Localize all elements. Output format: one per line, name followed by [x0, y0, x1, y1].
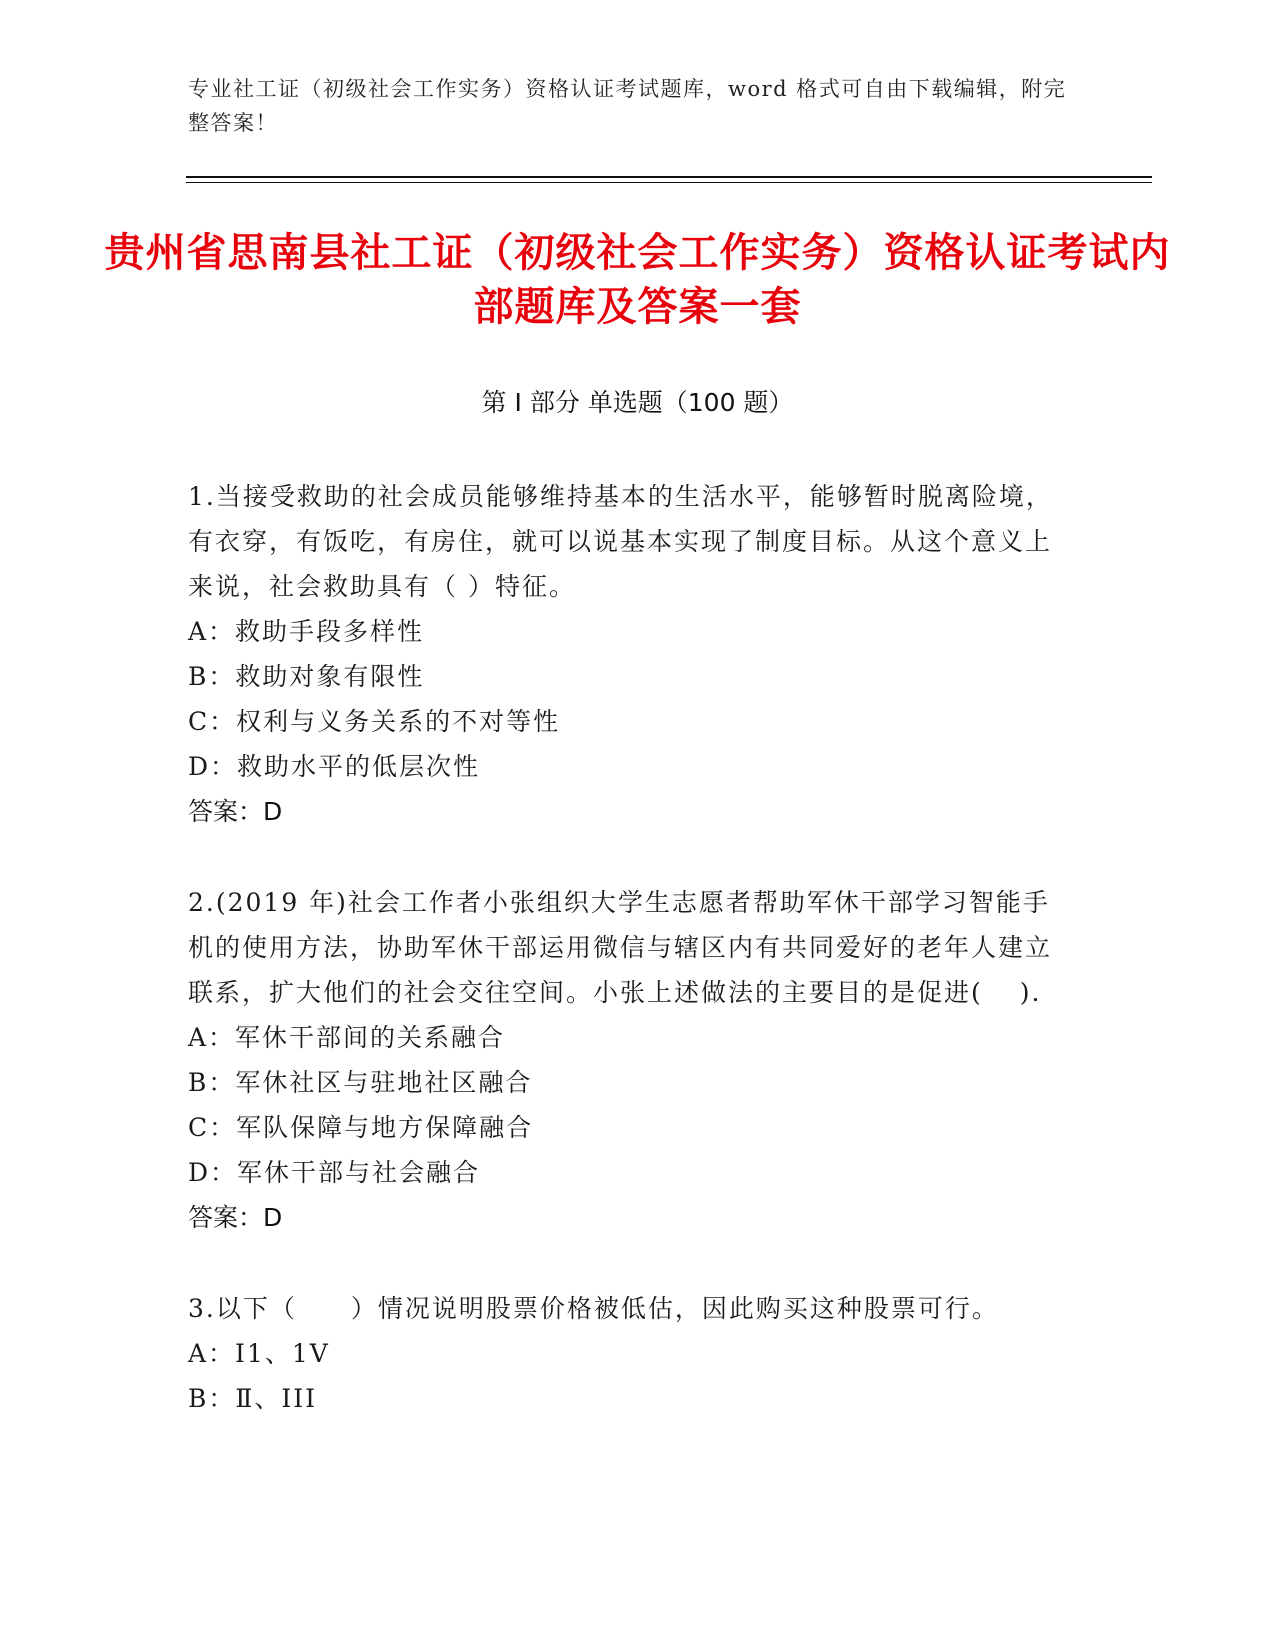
question-item — [188, 880, 1068, 1240]
option-a: A：军休干部间的关系融合 — [188, 1023, 506, 1052]
option-a: A：救助手段多样性 — [188, 617, 425, 646]
question-stem: 3.以下（ ）情况说明股票价格被低估，因此购买这种股票可行。 — [188, 1294, 999, 1323]
option-c: C：军队保障与地方保障融合 — [188, 1113, 534, 1142]
question-item — [188, 1286, 1068, 1421]
question-stem: 1.当接受救助的社会成员能够维持基本的生活水平，能够暂时脱离险境，有衣穿，有饭吃，有房住，就可以说基本实现了制度目标。从这个意义上来说，社会救助具有（ ）特征。 — [188, 482, 1053, 601]
option-d: D：救助水平的低层次性 — [188, 752, 481, 781]
section-heading: 第 I 部分 单选题（100 题） — [481, 388, 794, 417]
option-b: B：军休社区与驻地社区融合 — [188, 1068, 533, 1097]
option-a: A：I1、1V — [188, 1339, 330, 1368]
header-note: 专业社工证（初级社会工作实务）资格认证考试题库，word 格式可自由下载编辑，附完整答案！ — [188, 77, 1067, 135]
answer-label: 答案：D — [188, 797, 283, 826]
option-d: D：军休干部与社会融合 — [188, 1158, 481, 1187]
question-stem: 2.(2019 年)社会工作者小张组织大学生志愿者帮助军休干部学习智能手机的使用方法，协助军休干部运用微信与辖区内有共同爱好的老年人建立联系，扩大他们的社会交往空间。小张上述做法的主要目的是促进( ). — [188, 888, 1053, 1007]
question-list — [188, 474, 1068, 1467]
header-rule-thin — [186, 182, 1152, 183]
document-title: 贵州省思南县社工证（初级社会工作实务）资格认证考试内部题库及答案一套 — [104, 230, 1171, 330]
answer-label: 答案：D — [188, 1203, 283, 1232]
question-item — [188, 474, 1068, 834]
option-b: B：Ⅱ、III — [188, 1384, 317, 1413]
option-b: B：救助对象有限性 — [188, 662, 425, 691]
option-c: C：权利与义务关系的不对等性 — [188, 707, 561, 736]
header-rule — [186, 176, 1152, 178]
